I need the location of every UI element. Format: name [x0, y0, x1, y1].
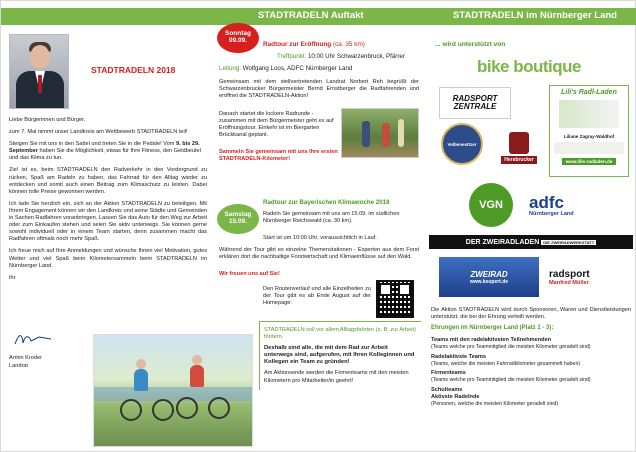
- event2-title: Radtour zur Bayerischen Klimawoche 2018: [263, 199, 390, 206]
- award-cat-5: Aktivste Radelnde: [431, 393, 480, 400]
- header-bar-left: [1, 8, 213, 25]
- award-cat-4: Schulteams: [431, 386, 463, 393]
- event2-start: Start ist um 10:00 Uhr, voraussichtlich in Lauf.: [263, 235, 377, 241]
- column-sponsors: [425, 1, 636, 451]
- logo-radsport-mueller: radsport Manfred Müller: [549, 269, 590, 286]
- events-header-title: STADTRADELN Auftakt: [258, 10, 364, 21]
- logo-adfc: adfc Nürnberger Land: [529, 192, 574, 217]
- signer-name: Armin Kroder: [9, 355, 42, 361]
- award-cat-3: Firmenteams: [431, 370, 466, 376]
- closing-paragraph: Ich freue mich auf Ihre Anmeldungen und wünsche Ihnen viel Motivation, gutes Wetter und viel Spaß beim Kilometersammeln beim STADTRADELN im Nürnberger Land.: [9, 248, 207, 269]
- closing-ihr: Ihr: [9, 274, 16, 281]
- event2-stations: Während der Tour gibt es einzelne Themenstationen - Experten aus dem Forst erklären dort die nachhaltige Forstwirtschaft und Klimaeinflüsse auf den Wald.: [219, 247, 419, 261]
- event1-desc2: Danach startet die lockere Radrunde - zusammen mit dem Bürgermeister geht es auf Eröffnungstour. Einkehr ist im Biergarten Brückkanal geplant.: [219, 111, 334, 139]
- logo-lilis-radladen: Lili's Radl-Laden Liliane Zagray-Waldhof www.lilis-radladen.de: [549, 85, 629, 177]
- date-badge-saturday: Samstag 15.09.: [217, 204, 259, 234]
- landrat-portrait: [9, 34, 69, 109]
- award-cat-2: Radelaktivste Teams: [431, 353, 486, 360]
- signer-role: Landrat: [9, 363, 28, 369]
- logo-hersbrucker: Hersbrucker: [499, 127, 539, 169]
- commuter-box: [259, 321, 421, 390]
- logo-bike-boutique: bike boutique: [477, 57, 581, 76]
- cyclists-photo: [93, 334, 253, 447]
- event1-callout: Sammeln Sie gemeinsam mit uns Ihre ersten STADTRADELN-Kilometer!: [219, 149, 338, 163]
- sponsors-header-title: STADTRADELN im Nürnberger Land: [453, 10, 617, 21]
- commuter-note: STADTRADELN soll vor allem Alltagsfahrten (z. B. zur Arbeit) fördern.: [264, 327, 416, 341]
- logo-zweirad-keupert: ZWEIRAD www.keupert.de: [439, 257, 539, 297]
- award-cat-1-desc: (Teams welche pro Teammitglied die meisten Kilometer geradelt sind): [431, 344, 591, 351]
- commuter-call: Deshalb sind alle, die mit dem Rad zur Arbeit unterwegs sind, aufgerufen, mit Ihren Kolleginnen und Kollegen ein Team zu gründen!: [264, 345, 415, 366]
- awards-heading: Ehrungen im Nürnberger Land (Platz 1 - 3):: [431, 325, 554, 331]
- goal-paragraph: Ziel ist es, beim STADTRADELN den Radverkehr in den Vordergrund zu rücken, Spaß am Radeln zu haben, das Fahrrad für den Alltag wieder zu entdecken und somit auch einen Beitrag zum Klimaschutz zu leisten. Dabei können tolle Preise gewonnen werden.: [9, 167, 207, 195]
- company-teams: Am Aktionsende werden die Firmenteams mit den meisten Kilometern pro Mitarbeiter/in geehrt!: [264, 370, 409, 384]
- tour-leader: Leitung: Wolfgang Loos, ADFC Nürnberger Land: [219, 65, 353, 72]
- route-info: Den Routenverlauf und alle Einzelheiten zu der Tour gibt es ab Ende August auf der Homepage:: [263, 286, 371, 307]
- logo-velbenesttzer: Velbenesttzer: [441, 123, 483, 165]
- logo-vgn: VGN: [469, 183, 513, 227]
- welcome-text: [9, 117, 207, 282]
- greeting: Liebe Bürgerinnen und Bürger,: [9, 117, 86, 123]
- supported-by: ... wird unterstützt von: [435, 41, 506, 48]
- archery-photo: [341, 108, 419, 158]
- invite-paragraph: Ich lade Sie herzlich ein, sich an der Aktion STADTRADELN zu beteiligen. Mit Ihrem Engagement können wir den Landkreis und seine Städte und Gemeinden in Sachen Radfahren voranbringen. Lassen Sie das Auto für den Weg zur Arbeit oder zum Einkaufen stehen und seien Sie aktiv unterwegs. Sie können gerne sowohl individuell oder in einem Team starten, denn zusammen macht das Radfahren oftmals noch mehr Spaß.: [9, 200, 207, 243]
- welcome-title: STADTRADELN 2018: [91, 65, 176, 75]
- signature-icon: [13, 331, 53, 347]
- event2-welcome: Wir freuen uns auf Sie!: [219, 271, 280, 277]
- award-cat-1: Teams mit den radelaktivsten Teilnehmenden: [431, 337, 552, 343]
- award-cat-2-desc: (Teams, welche die meisten Fahrradkilometer gesammelt haben): [431, 360, 581, 367]
- event1-desc: Gemeinsam mit dem stellvertretenden Landrat Norbert Reh begrüßt der Schwarzenbrucker Bürgermeister Bernd Ernstberger die Radfahrenden und eröffnet die STADTRADELN-Aktion!: [219, 79, 419, 100]
- event2-desc: Radeln Sie gemeinsam mit uns am 15.09. im südlichen Nürnberger Reichswald (ca. 30 km).: [263, 211, 400, 225]
- award-cat-5-desc: (Personen, welche die meisten Kilometer geradelt sind): [431, 400, 559, 407]
- award-categories: [431, 337, 635, 407]
- event1-title: Radtour zur Eröffnung (ca. 35 km): [263, 41, 365, 48]
- meeting-point: Treffpunkt: 10:00 Uhr Schwarzenbruck, Pfärrer: [277, 53, 405, 60]
- logo-zweiradladen: DER ZWEIRADLADEN DIE ZWEIRADWERKSTATT: [429, 235, 633, 249]
- qr-code[interactable]: [376, 280, 414, 318]
- sponsors-note: Die Aktion STADTRADELN wird durch Sponsoren, Waren und Dienstleistungen unterstützt, die bei der Ehrung verteilt werden.: [431, 307, 631, 321]
- intro-paragraph: zum 7. Mal nimmt unser Landkreis am Wettbewerb STADTRADELN teil!: [9, 129, 188, 136]
- date-badge-sunday: Sonntag 09.09.: [217, 23, 259, 53]
- award-cat-3-desc: (Teams welche pro Teammitglied die meisten Kilometer geradelt sind): [431, 377, 591, 384]
- logo-radsport-zentrale: RADSPORT ZENTRALE: [439, 87, 511, 119]
- dates-paragraph: Steigen Sie mit uns in den Sattel und treten Sie in die Pedale! Vom 9. bis 29. September haben Sie die Möglichkeit, etwas für Ihre Fitness, den Geldbeutel und das Klima zu tun.: [9, 141, 201, 162]
